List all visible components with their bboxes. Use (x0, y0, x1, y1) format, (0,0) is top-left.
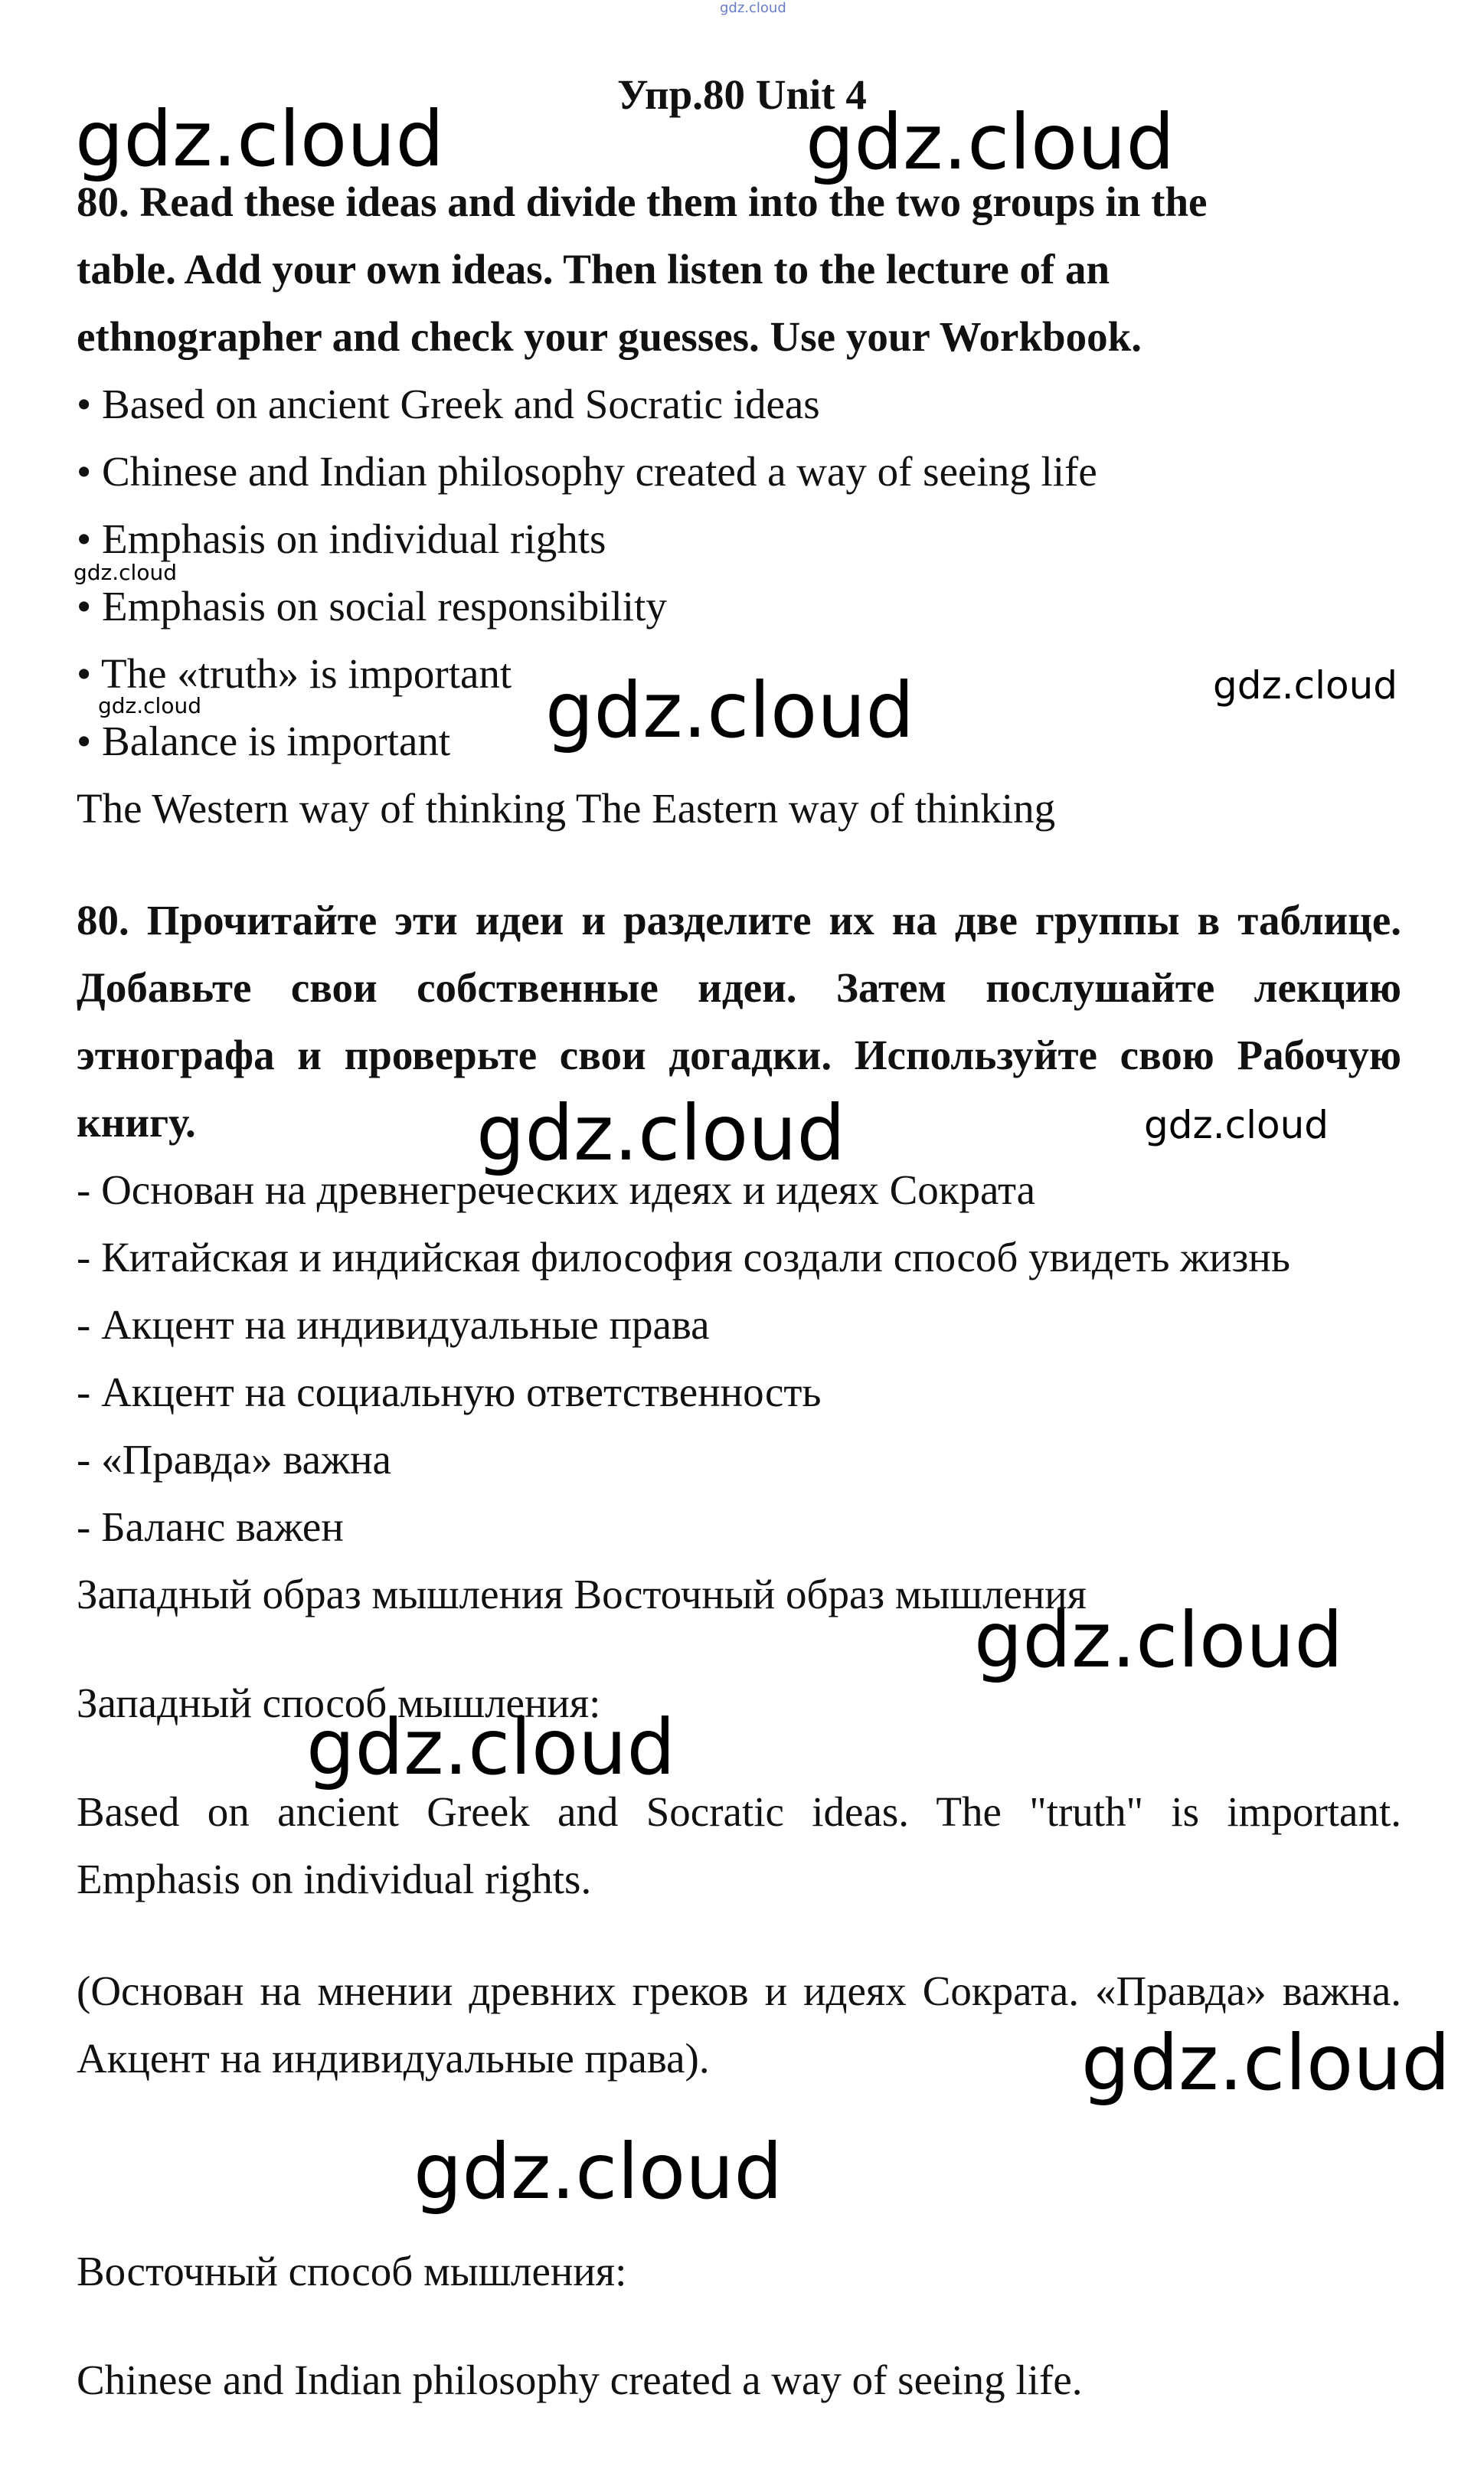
watermark: gdz.cloud (75, 94, 445, 184)
watermark: gdz.cloud (476, 1088, 846, 1178)
watermark: gdz.cloud (1213, 663, 1398, 708)
bullet-item: • Emphasis on individual rights (77, 515, 606, 562)
table-headings-en: The Western way of thinking The Eastern way of thinking (77, 785, 1056, 832)
page-title: Упр.80 Unit 4 (617, 71, 867, 118)
watermark: gdz.cloud (1144, 1103, 1329, 1147)
bullet-item: • The «truth» is important (77, 650, 512, 697)
instruction-en-line-2: table. Add your own ideas. Then listen to the lecture of an (77, 246, 1110, 293)
table-headings-ru: Западный образ мышления Восточный образ мышления (77, 1571, 1087, 1617)
list-item: - Акцент на индивидуальные права (77, 1301, 710, 1348)
watermark: gdz.cloud (545, 666, 915, 755)
western-heading: Западный способ мышления: (77, 1680, 601, 1726)
bullet-item: • Chinese and Indian philosophy created a way of seeing life (77, 448, 1097, 495)
watermark: gdz.cloud (98, 693, 201, 718)
list-item: - Китайская и индийская философия создали способ увидеть жизнь (77, 1234, 1290, 1281)
bullet-item: • Based on ancient Greek and Socratic ideas (77, 381, 820, 427)
watermark: gdz.cloud (974, 1595, 1344, 1685)
list-item: - Акцент на социальную ответственность (77, 1369, 822, 1415)
watermark: gdz.cloud (720, 0, 786, 16)
watermark: gdz.cloud (806, 97, 1175, 187)
list-item: - «Правда» важна (77, 1436, 391, 1483)
western-answer-ru: (Основан на мнении древних греков и идеях Сократа. «Правда» важна. Акцент на индивидуальные права). (77, 1967, 1401, 2082)
watermark: gdz.cloud (74, 560, 177, 585)
bullet-item: • Emphasis on social responsibility (77, 583, 667, 630)
bullet-item: • Balance is important (77, 718, 451, 764)
instruction-ru: 80. Прочитайте эти идеи и разделите их на две группы в таблице. Добавьте свои собственные идеи. Затем послушайте лекцию этнографа и проверьте свои догадки. Используйте свою Рабочую книгу. (77, 897, 1401, 1146)
list-item: - Основан на древнегреческих идеях и идеях Сократа (77, 1166, 1036, 1213)
western-answer-en: Based on ancient Greek and Socratic ideas. The "truth" is important. Emphasis on individual rights. (77, 1788, 1401, 1902)
list-item: - Баланс важен (77, 1503, 344, 1550)
watermark: gdz.cloud (306, 1702, 676, 1792)
instruction-en-line-1: 80. Read these ideas and divide them into the two groups in the (77, 178, 1208, 225)
instruction-en-line-3: ethnographer and check your guesses. Use your Workbook. (77, 313, 1142, 360)
watermark: gdz.cloud (1081, 2018, 1451, 2108)
watermark: gdz.cloud (413, 2127, 783, 2216)
eastern-heading: Восточный способ мышления: (77, 2248, 627, 2294)
eastern-answer-en: Chinese and Indian philosophy created a way of seeing life. (77, 2357, 1083, 2403)
